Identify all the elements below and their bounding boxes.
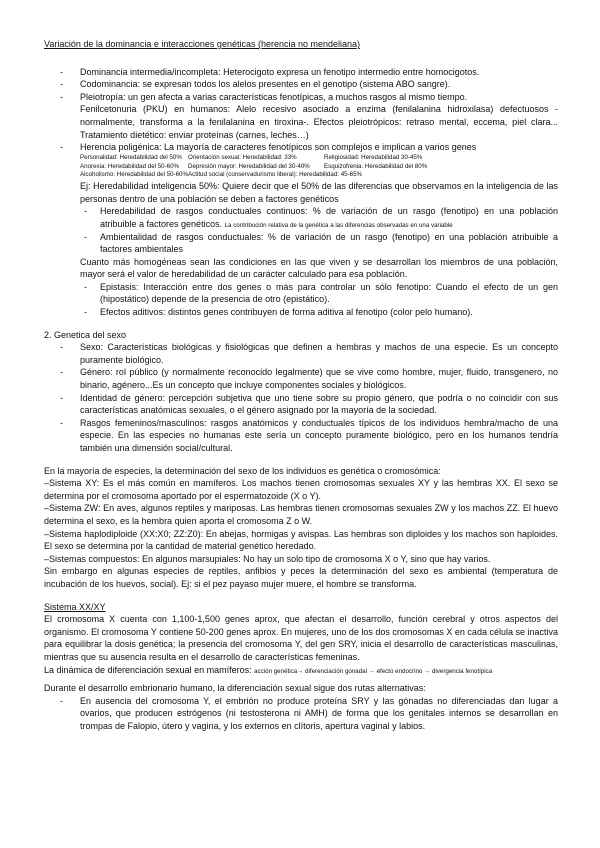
dynamics-line	[44, 664, 558, 677]
list-item	[44, 366, 558, 391]
dynamics-chain: acción genética→ diferenciación gonadal → efecto endocrino → divergencia fenotípica	[254, 667, 493, 675]
list-item	[44, 281, 558, 306]
haplodiploid-system: –Sistema haplodiploide (XX:X0; ZZ:Z0): En abejas, hormigas y avispas. Las hembras son diploides y los machos son haploides. El sexo se determina por la cantidad de material genético heredado.	[44, 528, 558, 552]
document-page	[44, 38, 558, 732]
xxxy-title: Sistema XX/XY	[44, 601, 106, 612]
heritability-cell: Alcoholismo: Heredabilidad del 50-60%	[80, 171, 189, 179]
section2-title: 2. Genetica del sexo	[44, 329, 127, 340]
list-item	[44, 78, 558, 91]
pleiotropy-text: Pleiotropía: un gen afecta a varias características fenotípicas, a muchos rasgos al mismo tiempo.	[80, 91, 468, 102]
sex-definition: Sexo: Características biológicas y fisiológicas que definen a hembras y machos de una especie. Es un concepto puramente biológico.	[80, 342, 558, 365]
gender-identity-definition: Identidad de género: percepción subjetiva que uno tiene sobre su propio género, que podría o no coincidir con sus características anatómicas sexuales, o el género asignado por la mayoría de la sociedad.	[80, 392, 558, 416]
environmental-determination: Sin embargo en algunas especies de reptiles, anfibios y peces la determinación del sexo es ambiental (temperatura de incubación de los huevos, social). Ej: si el pez payaso mujer muere, el hombre se transforma.	[44, 566, 558, 589]
dynamics-label: La dinámica de diferenciación sexual en mamíferos:	[44, 664, 252, 675]
heritability-cell: Esquizofrenia: Heredabilidad del 80%	[324, 162, 428, 170]
traits-definition: Rasgos femeninos/masculinos: rasgos anatómicos y conductuales típicos de los individuos hembra/macho de una especie. En las especies no humanas este sería un concepto puramente biológico, pero en los humanos tendría también una dimensión social/cultural.	[80, 417, 558, 454]
heritability-row	[44, 154, 558, 163]
heritability-cell: Actitud social (conservadurismo liberal): Heredabilidad: 45-65%	[188, 171, 363, 179]
embryo-route-text: En ausencia del cromosoma Y, el embrión no produce proteína SRY y las gónadas no diferenciadas dan lugar a ovarios, que producen estrógenos (ni testosterona ni AMH) de forma que los genitales internos se desarrollan en trompas de Falopio, útero y vagina, y los externos en clítoris, apertura vaginal y labios.	[80, 695, 558, 731]
sex-determination-block	[44, 465, 558, 591]
epistasis-text: Epistasis: Interacción entre dos genes o más para controlar un sólo fenotipo: Cuando el efecto de un gen (hipostático) depende de la presencia de otro (epistático).	[100, 281, 558, 305]
list-item	[44, 91, 558, 141]
compound-systems: –Sistemas compuestos: En algunos marsupiales: No hay un solo tipo de cromosoma X o Y, sino que hay varios.	[44, 553, 491, 564]
polygenic-text: Herencia poligénica: La mayoría de caracteres fenotípicos son complejos e implican a varios genes	[80, 142, 477, 153]
xxxy-paragraph: El cromosoma X cuenta con 1,100-1,500 genes aprox, que afectan el desarrollo, función cerebral y otros aspectos del organismo. El cromosoma Y contiene 50-200 genes aprox. En mujeres, uno de los dos cromosomas X en cada célula se inactiva para equilibrar la dosis genética; la presencia del cromosoma Y, del gen SRY, inicia el desarrollo de características masculinas, mientras que su ausencia resulta en el desarrollo de características femeninas.	[44, 614, 558, 662]
xy-system: –Sistema XY: Es el más común en mamíferos. Los machos tienen cromosomas sexuales XY y las hembras XX. El sexo se determina por el cromosoma aportado por el espermatozoide (X o Y).	[44, 478, 558, 501]
dominance-text: Dominancia intermedia/incompleta: Heterocigoto expresa un fenotipo intermedio entre homocigotos.	[80, 66, 480, 77]
environmentality-text: Ambientalidad de rasgos conductuales: % de variación de un rasgo (fenotipo) en una población atribuible a factores ambientales	[100, 231, 558, 255]
heritability-note: La contribución relativa de la genética a las diferencias observadas en una variable	[224, 221, 453, 229]
list-item	[44, 417, 558, 455]
intelligence-paragraph: Ej: Heredabilidad inteligencia 50%: Quiere decir que el 50% de las diferencias que observamos en la inteligencia de las personas dentro de una población se deben a factores genéticos	[80, 181, 558, 204]
heritability-cell: Orientación sexual: Heredabilidad: 33%	[188, 153, 297, 161]
page-title: Variación de la dominancia e interacciones genéticas (herencia no mendeliana)	[44, 39, 361, 49]
heritability-cell: Personalidad: Heredabilidad del 50%	[80, 153, 182, 161]
list-item	[44, 341, 558, 366]
heritability-row	[44, 171, 558, 180]
section2-list	[44, 341, 558, 454]
heritability-cell: Depresión mayor: Heredabilidad del 30-40%	[188, 162, 310, 170]
heritability-cell: Anorexia: Heredabilidad del 50-60%	[80, 162, 180, 170]
zw-system: –Sistema ZW: En aves, algunos reptiles y mariposas. Las hembras tienen cromosomas sexuales ZW y los machos ZZ. El huevo determina el sexo, es la hembra quien aporta el cromosoma Z o W.	[44, 503, 558, 526]
homogeneous-paragraph: Cuanto más homogéneas sean las condiciones en las que viven y se desarrollan los miembros de una población, mayor será el valor de heredabilidad de un carácter calculado para esa población.	[80, 256, 558, 280]
interaction-list	[44, 281, 558, 319]
additive-text: Efectos aditivos: distintos genes contribuyen de forma aditiva al fenotipo (color pelo humano).	[100, 307, 473, 318]
list-item	[44, 306, 558, 319]
determination-intro: En la mayoría de especies, la determinación del sexo de los individuos es genética o cromosómica:	[44, 465, 441, 476]
list-item	[44, 205, 558, 230]
heritability-list	[44, 205, 558, 255]
heritability-definition: Heredabilidad de rasgos conductuales continuos: % de variación de un rasgo (fenotipo) en una población atribuible a factores genéticos.	[100, 206, 558, 229]
list-item	[44, 695, 558, 733]
list-item	[44, 231, 558, 256]
heritability-row	[44, 163, 558, 172]
embryo-intro: Durante el desarrollo embrionario humano, la diferenciación sexual sigue dos rutas alternativas:	[44, 683, 426, 694]
heritability-cell: Religiosidad: Heredabilidad 30-45%	[324, 153, 423, 161]
pku-text: Fenilcetonuria (PKU) en humanos: Alelo recesivo asociado a enzima (fenilalanina hidroxilasa) defectuosos -normalmente, transforma a la fenilalanina en tiroxina-. Efectos pleiotrópicos: retraso mental, eccema, piel clara... Tratamiento dietético: enviar proteínas (carnes, leches…)	[80, 104, 558, 140]
list-item	[44, 392, 558, 417]
codominance-text: Codominancia: se expresan todos los alelos presentes en el genotipo (sistema ABO sangre).	[80, 79, 451, 90]
gender-definition: Género: rol público (y normalmente reconocido legalmente) que se vive como hombre, mujer, fluido, transgenero, no binario, agénero...Es un concepto que incluye componentes sociales y biológicos.	[80, 367, 558, 391]
list-item	[44, 141, 558, 154]
section1-list	[44, 66, 558, 154]
list-item	[44, 66, 558, 79]
embryo-list	[44, 695, 558, 733]
